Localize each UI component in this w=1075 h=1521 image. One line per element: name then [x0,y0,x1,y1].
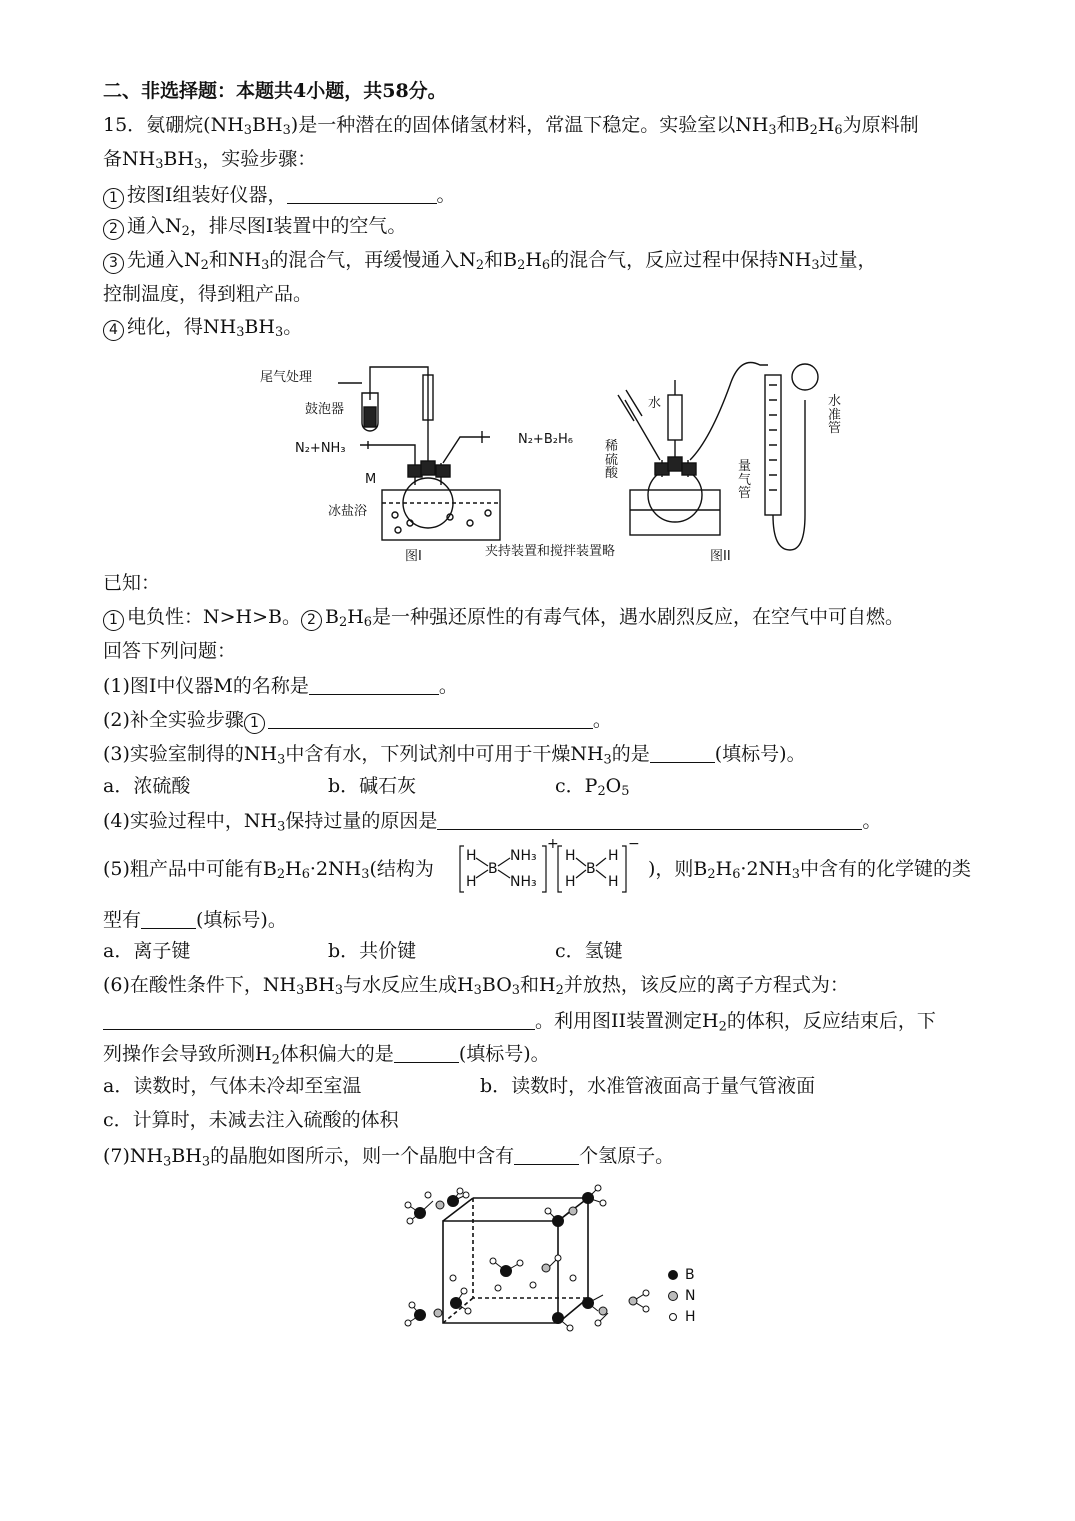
inlet-left-label: N₂+NH₃ [295,441,346,456]
legend-h: H [685,1309,696,1325]
legend-b: B [685,1267,695,1283]
p5-option-c: c．氢键 [555,940,623,962]
structure-formula [458,836,643,898]
measure-tube-label: 量 气 管 [738,459,752,502]
bubbler-label: 鼓泡器 [305,402,345,417]
answer-blank[interactable] [141,909,196,929]
flask-m-label: M [365,472,377,487]
struct-b: B [586,861,596,877]
part-6-line3: 列操作会导致所测$H_2$体积偏大的是 (填标号)。 [103,1043,550,1068]
answer-blank[interactable] [514,1145,579,1165]
struct-h: H [466,874,477,890]
step-2: 2 通入$N_2$，排尽图I装置中的空气。 [103,217,406,240]
p5-option-b: b．共价键 [328,940,417,962]
circled-number: 1 [103,610,124,631]
circled-number: 2 [103,219,124,240]
answer-blank[interactable] [287,184,437,204]
known-title: 已知： [103,572,161,594]
step-3: 3 先通入$N_2$和$NH_3$的混合气，再缓慢通入$N_2$和$B_2H_6$的混合气，反应过程中保持$NH_3$过量， [103,251,877,274]
part-3: (3)实验室制得的$NH_3$中含有水，下列试剂中可用于干燥$NH_3$的是 (填标号)。 [103,743,806,768]
answer-blank[interactable] [437,810,862,830]
p6-option-c: c．计算时，未减去注入硫酸的体积 [103,1109,399,1131]
water-label: 水 [648,396,662,411]
known-items: 1 电负性：N>H>B。 2 $B_2H_6$是一种强还原性的有毒气体，遇水剧烈反应，在空气中可自燃。 [103,608,904,631]
p3-option-b: b．碱石灰 [328,775,417,797]
struct-h: H [565,848,576,864]
dilute-acid-label: 稀 硫 酸 [605,439,619,482]
ice-bath-label: 冰盐浴 [328,504,368,519]
part-2: (2)补全实验步骤 1 。 [103,709,612,734]
level-tube-label: 水 准 管 [828,394,842,437]
step-4: 4 纯化，得$NH_3BH_3$。 [103,318,302,341]
part-5-cont: 型有 (填标号)。 [103,909,287,932]
fig2-label: 图II [710,549,731,564]
answer-blank[interactable] [394,1043,459,1063]
struct-plus: + [547,836,559,852]
step-1: 1 按图I组装好仪器， 。 [103,184,456,209]
answer-blank[interactable] [650,743,715,763]
question-intro-cont: 备$NH_3BH_3$，实验步骤： [103,148,317,173]
circled-number: 4 [103,320,124,341]
struct-minus: − [628,836,640,852]
answer-blank[interactable] [309,675,439,695]
section-title: 二、非选择题：本题共4小题，共58分。 [103,80,447,102]
struct-h: H [608,874,619,890]
apparatus-drawing [250,345,860,570]
p3-option-c: c．$P_2O_5$ [555,775,630,800]
part-4: (4)实验过程中，$NH_3$保持过量的原因是 。 [103,810,882,835]
apparatus-diagram [250,345,860,570]
circled-number: 2 [301,610,322,631]
p3-option-a: a．浓硫酸 [103,775,191,797]
part-5-tail: )，则$B_2H_6\cdot 2NH_3$中含有的化学键的类 [648,858,971,883]
crystal-cell-drawing [398,1183,718,1343]
legend-n: N [685,1288,696,1304]
circled-number: 1 [244,713,265,734]
part-6-line2: 。利用图II装置测定$H_2$的体积，反应结束后，下 [103,1010,936,1031]
fig1-label: 图I [405,549,422,564]
struct-nh3: NH₃ [510,874,537,890]
answer-prompt: 回答下列问题： [103,640,237,662]
step-3-cont: 控制温度，得到粗产品。 [103,283,313,305]
answer-blank[interactable] [268,709,593,729]
part-1: (1)图I中仪器M的名称是 。 [103,675,458,698]
p6-option-a: a．读数时，气体未冷却至室温 [103,1075,362,1097]
part-7: $(7)NH_3BH_3$的晶胞如图所示，则一个晶胞中含有 个氢原子。 [103,1145,675,1170]
note-label: 夹持装置和搅拌装置略 [485,544,616,559]
part-5: (5)粗产品中可能有$B_2H_6\cdot 2NH_3$(结构为 [103,858,434,883]
crystal-cell-diagram [398,1183,718,1343]
struct-b: B [488,861,498,877]
struct-h: H [608,848,619,864]
circled-number: 3 [103,253,124,274]
part-6: (6)在酸性条件下，$NH_3BH_3$与水反应生成$H_3BO_3$和$H_2$并放热，该反应的离子方程式为： [103,974,849,999]
struct-h: H [466,848,477,864]
inlet-right-label: N₂+B₂H₆ [518,432,573,447]
answer-blank[interactable] [103,1010,535,1030]
p5-option-a: a．离子键 [103,940,191,962]
p6-option-b: b．读数时，水准管液面高于量气管液面 [480,1075,816,1097]
struct-h: H [565,874,576,890]
question-intro: 15．氨硼烷$(NH_3BH_3)$是一种潜在的固体储氢材料，常温下稳定。实验室以$NH_3$和$B_2H_6$为原料制 [103,114,919,139]
tail-gas-label: 尾气处理 [260,370,313,385]
struct-nh3: NH₃ [510,848,537,864]
circled-number: 1 [103,188,124,209]
